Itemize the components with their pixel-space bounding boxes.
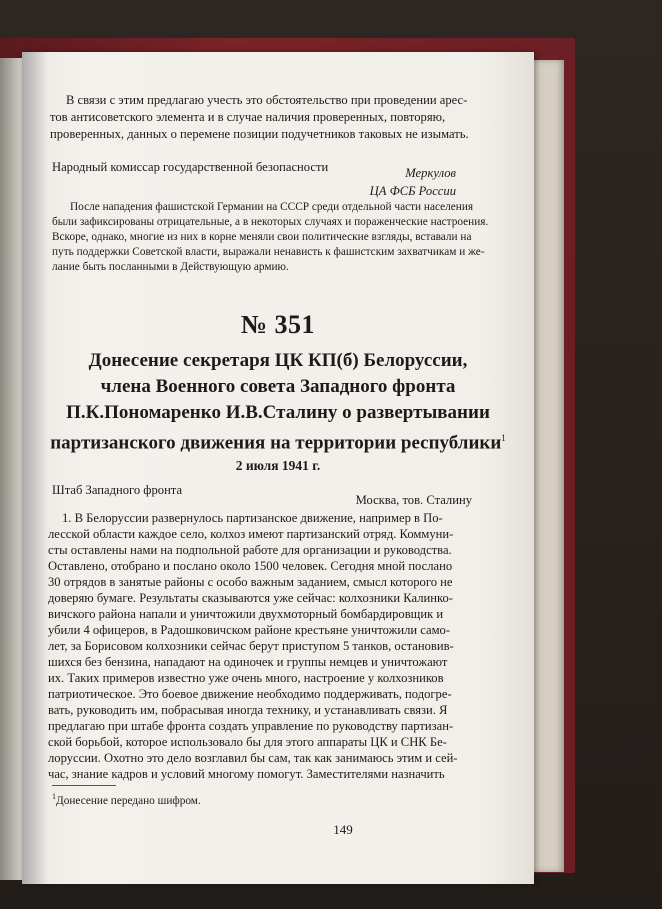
note-line: были зафиксированы отрицательные, а в некоторых случаях и пораженческие настроения.: [52, 216, 489, 228]
title-footnote-mark: 1: [501, 433, 506, 443]
document-to: Москва, тов. Сталину: [355, 493, 472, 507]
body-line: 30 отрядов в занятые районы с особо важным заданием, смысл которого не: [48, 575, 453, 589]
note-line: лание быть посланными в Действующую армию.: [52, 261, 289, 273]
signature-name: Меркулов: [405, 166, 456, 180]
body-line: ской борьбой, которое использовало бы для этого аппараты ЦК и СНК Бе-: [48, 735, 447, 749]
document-number: № 351: [240, 310, 316, 339]
body-line: лет, за Борисовом колхозники сейчас берут приступом 5 танков, остановив-: [48, 639, 454, 653]
footnote: [52, 790, 201, 808]
body-line: сты оставлены нами на подпольной работе для организации и руководства.: [48, 543, 452, 557]
body-line: лоруссии. Охотно это дело возглавил бы сам, так как занимаюсь этим и сей-: [48, 751, 458, 765]
document-title-line: П.К.Пономаренко И.В.Сталину о развертывании: [66, 402, 490, 423]
document-title-text: партизанского движения на территории республики: [50, 432, 502, 454]
body-line: их. Таких примеров известно уже очень много, настроение у колхозников: [48, 671, 444, 685]
note-line: Вскоре, однако, многие из них в корне меняли свои политические взгляды, вставали на: [52, 231, 472, 243]
body-line: патриотическое. Это боевое движение необходимо поддерживать, подогре-: [48, 687, 452, 701]
intro-line: тов антисоветского элемента и в случае наличия проверенных, повторяю,: [50, 110, 446, 124]
body-line: вичского района напали и уничтожили двухмоторный бомбардировщик и: [48, 607, 444, 621]
body-line: Оставлено, отобрано и послано около 1500 человек. Сегодня мной послано: [48, 559, 453, 573]
intro-line: В связи с этим предлагаю учесть это обстоятельство при проведении арес-: [66, 93, 468, 107]
document-title-line: Донесение секретаря ЦК КП(б) Белоруссии,: [88, 350, 468, 371]
body-line: доверяю бумаге. Результаты сказываются уже сейчас: колхозники Калинко-: [48, 591, 453, 605]
footnote-mark: 1: [52, 792, 56, 801]
body-line: вать, руководить им, побрасывая иногда технику, и устанавливать связи. Я: [48, 703, 448, 717]
document-title-line: члена Военного совета Западного фронта: [100, 376, 456, 397]
note-line: путь поддержки Советской власти, выражали ненависть к фашистским захватчикам и же-: [52, 246, 485, 258]
body-line: 1. В Белоруссии развернулось партизанское движение, например в По-: [62, 511, 443, 525]
document-date: 2 июля 1941 г.: [235, 458, 321, 473]
footnote-text: Донесение передано шифром.: [56, 794, 201, 807]
document-title-line: [22, 426, 534, 455]
body-line: лесской области каждое село, колхоз имеют партизанский отряд. Коммуни-: [48, 527, 454, 541]
body-line: шихся без бензина, нападают на одиночек и группы немцев и уничтожают: [48, 655, 448, 669]
note-line: После нападения фашистской Германии на СССР среди отдельной части населения: [70, 201, 474, 213]
footnote-rule: [52, 785, 116, 786]
signature-position: Народный комиссар государственной безопасности: [52, 160, 329, 174]
body-line: убили 4 офицеров, в Радошковичском районе крестьяне уничтожили само-: [48, 623, 451, 637]
intro-line: проверенных, данных о перемене позиции подучетников таковых не изымать.: [50, 127, 469, 141]
page-number: 149: [333, 822, 353, 837]
archive-source: ЦА ФСБ России: [369, 184, 456, 198]
document-from: Штаб Западного фронта: [52, 483, 183, 497]
body-line: предлагаю при штабе фронта создать управление по руководству партизан-: [48, 719, 454, 733]
book-page: [22, 52, 534, 884]
body-line: час, знание кадров и условий многому помогут. Заместителями назначить: [48, 767, 445, 781]
